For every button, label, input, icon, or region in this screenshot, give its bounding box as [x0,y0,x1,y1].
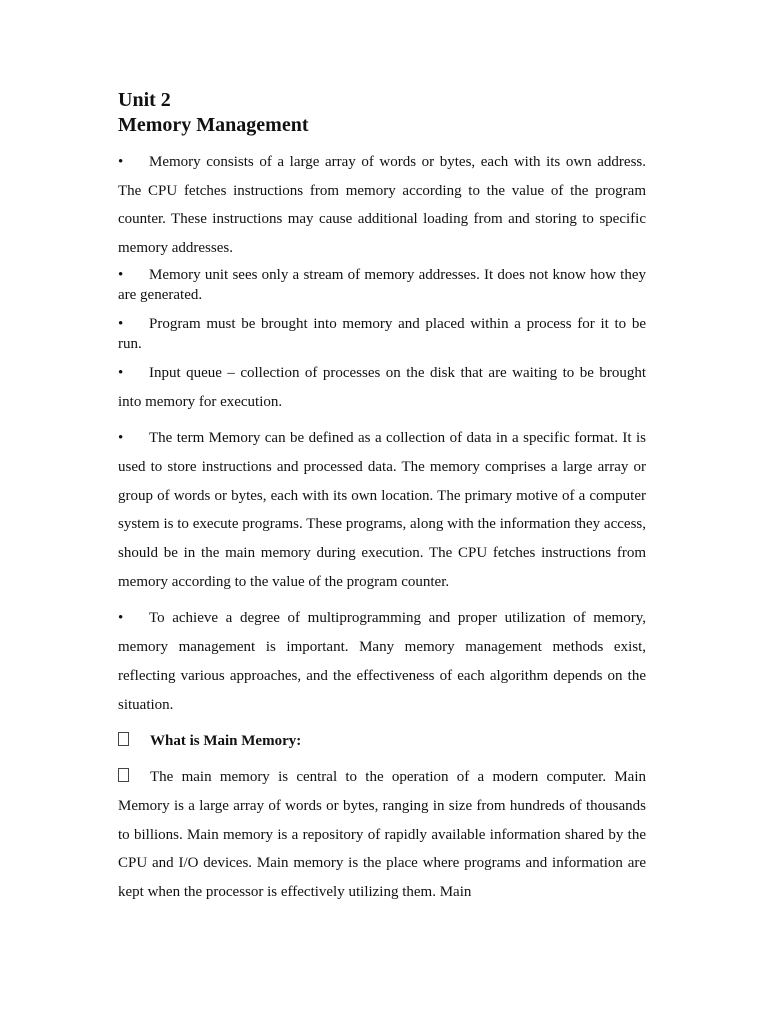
bullet-icon: • [118,315,124,332]
paragraph-2 [118,265,646,305]
missing-glyph-icon [118,732,129,746]
document-page [118,88,646,907]
paragraph-6 [118,604,646,719]
section-paragraph [118,763,646,907]
paragraph-text: Memory consists of a large array of words or bytes, each with its own address. The CPU fetches instructions from memory according to the value of the program counter. These instructions may cause additional loading from and storing to specific memory addresses. [118,154,646,257]
page-title: Memory Management [118,114,309,136]
paragraph-text: Program must be brought into memory and placed within a process for it to be run. [118,315,646,352]
paragraph-text: The term Memory can be defined as a collection of data in a specific format. It is used to store instructions and processed data. The memory comprises a large array or group of words or bytes, each with its own location. The primary motive of a computer system is to execute programs. These programs, along with the information they access, should be in the main memory during execution. The CPU fetches instructions from memory according to the value of the program counter. [118,430,646,590]
section-heading [118,727,646,755]
bullet-icon: • [118,610,124,627]
paragraph-5 [118,424,646,596]
paragraph-4 [118,359,646,416]
missing-glyph-icon [118,768,129,782]
section-heading-text: What is Main Memory: [150,733,302,750]
bullet-icon: • [118,266,124,283]
section-paragraph-text: The main memory is central to the operation of a modern computer. Main Memory is a large array of words or bytes, ranging in size from hundreds of thousands to billions. Main memory is a repository of rapidly available information shared by the CPU and I/O devices. Main memory is the place where programs and information are kept when the processor is effectively utilizing them. Main [118,769,646,901]
bullet-icon: • [118,154,124,170]
bullet-icon: • [118,430,124,447]
paragraph-text: To achieve a degree of multiprogramming and proper utilization of memory, memory management is important. Many memory management methods exist, reflecting various approaches, and the effectiveness of each algorithm depends on the situation. [118,610,646,713]
paragraph-1 [118,148,646,263]
paragraph-text: Memory unit sees only a stream of memory addresses. It does not know how they are generated. [118,266,646,303]
bullet-icon: • [118,364,124,381]
paragraph-text: Input queue – collection of processes on the disk that are waiting to be brought into memory for execution. [118,364,646,410]
unit-label: Unit 2 [118,89,171,111]
paragraph-3 [118,314,646,354]
